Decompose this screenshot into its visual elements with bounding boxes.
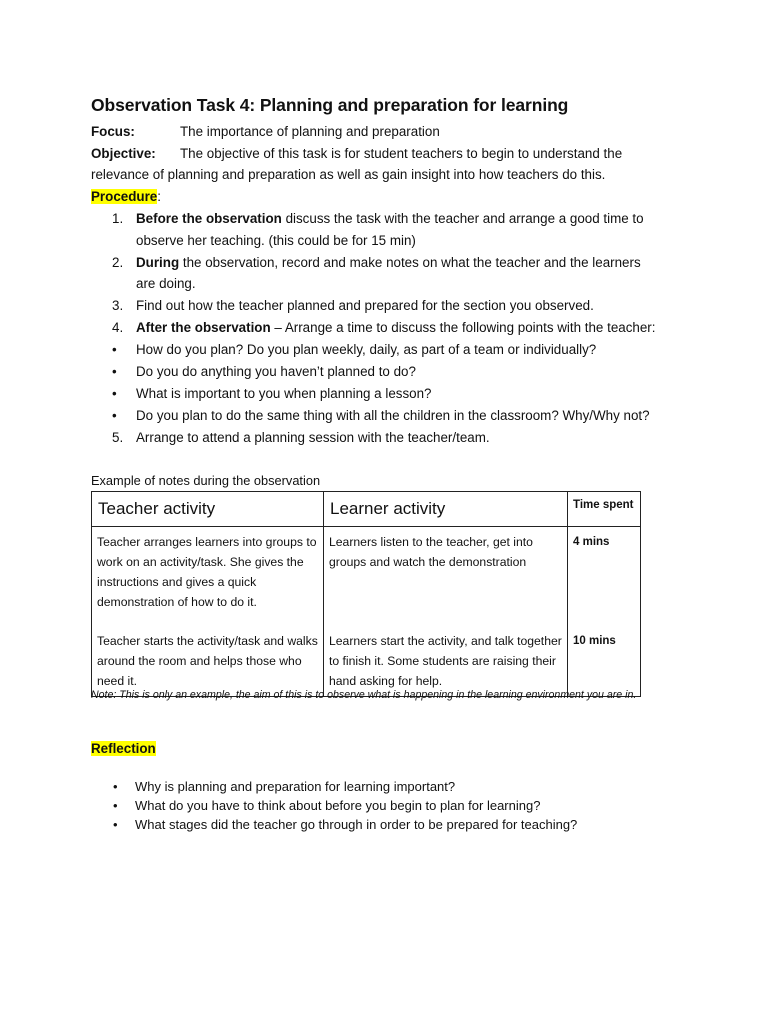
learner-activity-1: Learners listen to the teacher, get into groups and watch the demonstration (329, 535, 533, 569)
teacher-activity-2: Teacher starts the activity/task and walks around the room and helps those who need it. (97, 634, 318, 688)
notes-table (91, 491, 641, 697)
learner-activity-2: Learners start the activity, and talk together to finish it. Some students are raising their hand asking for help. (329, 634, 562, 688)
focus-line (91, 124, 440, 139)
procedure-heading (91, 189, 161, 204)
learner-activity-cell (324, 527, 568, 697)
reflection-label: Reflection (91, 741, 156, 756)
objective-line-2: relevance of planning and preparation as well as gain insight into how teachers do this. (91, 167, 606, 182)
procedure-colon: : (157, 189, 161, 204)
table-caption: Example of notes during the observation (91, 473, 321, 488)
focus-text: The importance of planning and preparation (180, 124, 440, 139)
header-time-spent: Time spent (568, 492, 641, 527)
reflection-heading (91, 741, 156, 756)
table-header-row (92, 492, 641, 527)
focus-label: Focus: (91, 124, 135, 139)
header-teacher-activity: Teacher activity (92, 492, 324, 527)
page-title: Observation Task 4: Planning and preparation for learning (91, 95, 569, 115)
teacher-activity-cell (92, 527, 324, 697)
objective-line (91, 146, 622, 161)
teacher-activity-1: Teacher arranges learners into groups to work on an activity/task. She gives the instructions and gives a quick demonstration of how to do it. (97, 535, 317, 609)
header-learner-activity: Learner activity (324, 492, 568, 527)
time-spent-2: 10 mins (573, 635, 616, 647)
procedure-label: Procedure (91, 189, 158, 204)
table-row (92, 527, 641, 697)
objective-text-1: The objective of this task is for student teachers to begin to understand the (180, 146, 623, 161)
objective-label: Objective: (91, 146, 156, 161)
example-note: Note: This is only an example, the aim of this is to observe what is happening in the learning environment you are in. (91, 689, 637, 701)
time-spent-cell (568, 527, 641, 697)
time-spent-1: 4 mins (573, 536, 610, 548)
